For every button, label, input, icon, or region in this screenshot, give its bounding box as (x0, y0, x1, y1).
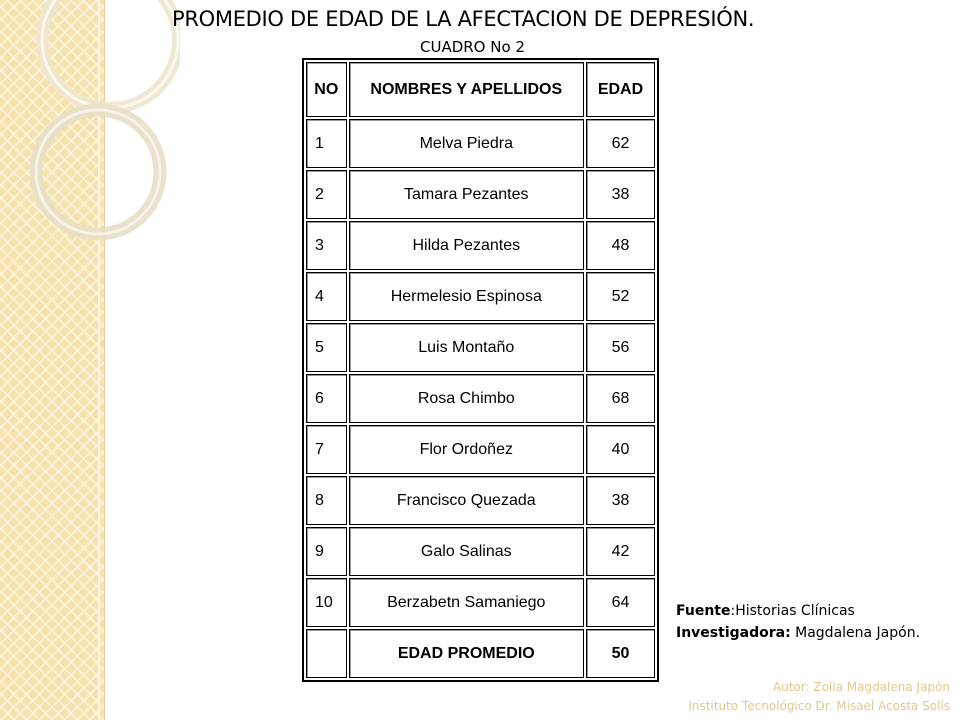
researcher-line (676, 622, 920, 644)
data-table-container (302, 58, 659, 682)
decorative-circles (0, 0, 180, 300)
column-header-no: NO (306, 62, 347, 117)
cell-no: 3 (306, 221, 347, 270)
cell-name: Luis Montaño (349, 323, 584, 372)
footer-author: Autor: Zoila Magdalena Japón (772, 680, 950, 694)
table-row (306, 578, 655, 627)
cell-age: 42 (586, 527, 655, 576)
table-row (306, 221, 655, 270)
data-table (302, 58, 659, 682)
summary-row (306, 629, 655, 678)
source-label: Fuente (676, 603, 731, 619)
cell-no: 10 (306, 578, 347, 627)
cell-no: 2 (306, 170, 347, 219)
cell-name: Francisco Quezada (349, 476, 584, 525)
cell-no: 6 (306, 374, 347, 423)
table-row (306, 425, 655, 474)
researcher-label: Investigadora: (676, 625, 791, 641)
researcher-value: Magdalena Japón. (790, 625, 921, 641)
cell-no: 5 (306, 323, 347, 372)
cell-no: 1 (306, 119, 347, 168)
cell-age: 64 (586, 578, 655, 627)
column-header-name: NOMBRES Y APELLIDOS (349, 62, 584, 117)
cell-age: 62 (586, 119, 655, 168)
table-row (306, 119, 655, 168)
cell-name: Berzabetn Samaniego (349, 578, 584, 627)
footer-credits (688, 678, 950, 716)
cell-no: 8 (306, 476, 347, 525)
cell-name: Flor Ordoñez (349, 425, 584, 474)
table-row (306, 527, 655, 576)
cell-age: 38 (586, 476, 655, 525)
cell-age: 48 (586, 221, 655, 270)
summary-value: 50 (586, 629, 655, 678)
cell-no: 9 (306, 527, 347, 576)
table-row (306, 323, 655, 372)
table-row (306, 476, 655, 525)
cell-age: 40 (586, 425, 655, 474)
cell-name: Hilda Pezantes (349, 221, 584, 270)
summary-label: EDAD PROMEDIO (349, 629, 584, 678)
source-value: :Historias Clínicas (730, 603, 855, 619)
footer-institution: Instituto Tecnológico Dr. Misael Acosta Solís (688, 699, 950, 713)
cell-no: 7 (306, 425, 347, 474)
column-header-age: EDAD (586, 62, 655, 117)
table-row (306, 374, 655, 423)
source-note (676, 600, 920, 644)
cell-name: Tamara Pezantes (349, 170, 584, 219)
source-line (676, 600, 920, 622)
cell-age: 68 (586, 374, 655, 423)
cell-name: Melva Piedra (349, 119, 584, 168)
cell-no: 4 (306, 272, 347, 321)
cell-name: Hermelesio Espinosa (349, 272, 584, 321)
cell-age: 38 (586, 170, 655, 219)
table-row (306, 170, 655, 219)
cell-age: 56 (586, 323, 655, 372)
cell-age: 52 (586, 272, 655, 321)
table-caption: CUADRO No 2 (420, 38, 525, 56)
table-header-row (306, 62, 655, 117)
page-title: PROMEDIO DE EDAD DE LA AFECTACION DE DEPRESIÓN. (172, 7, 755, 31)
table-row (306, 272, 655, 321)
summary-no-cell (306, 629, 347, 678)
cell-name: Galo Salinas (349, 527, 584, 576)
cell-name: Rosa Chimbo (349, 374, 584, 423)
